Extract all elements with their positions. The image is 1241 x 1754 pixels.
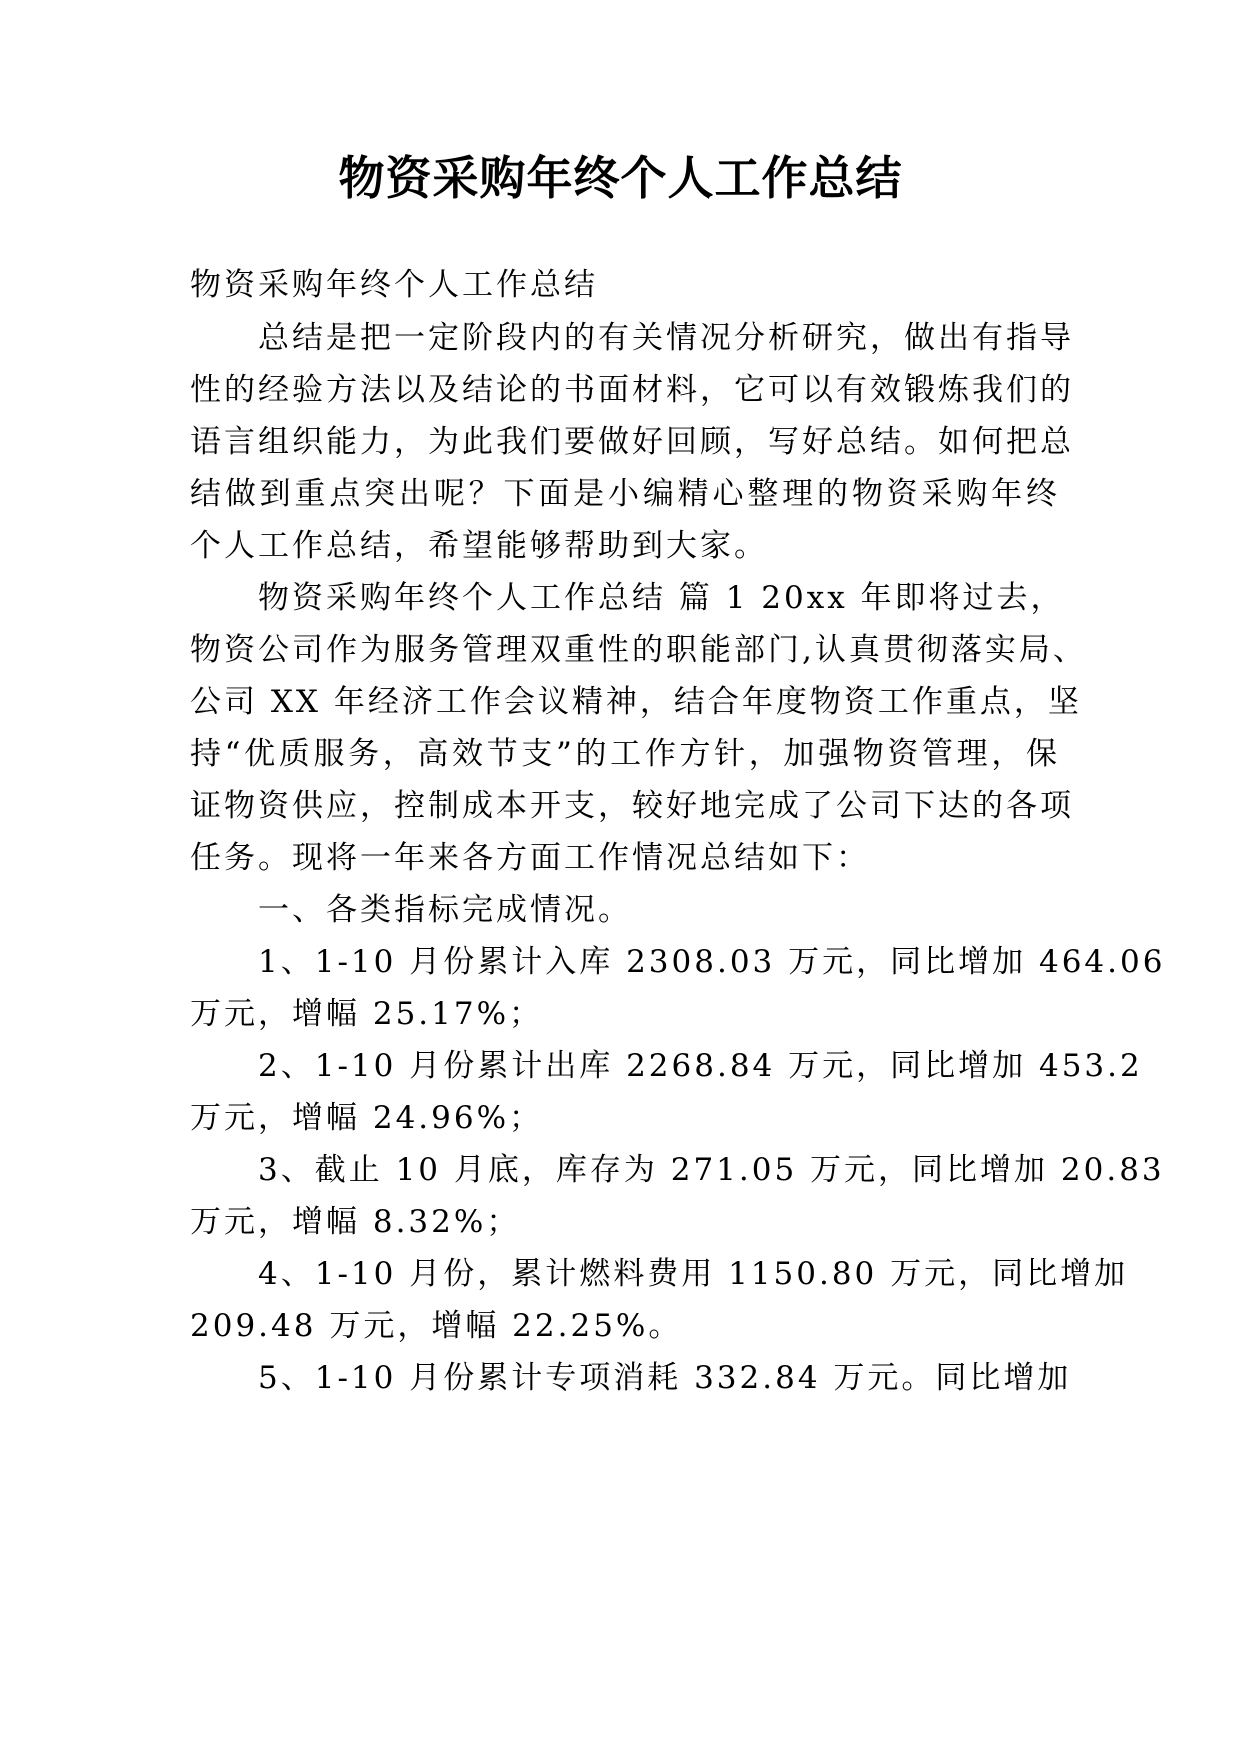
list-item-line: 5、1-10 月份累计专项消耗 332.84 万元。同比增加 — [258, 1360, 1072, 1396]
section1-line: 公司 XX 年经济工作会议精神，结合年度物资工作重点，坚 — [190, 684, 1082, 720]
intro-line: 总结是把一定阶段内的有关情况分析研究，做出有指导 — [258, 320, 1074, 356]
section-heading: 一、各类指标完成情况。 — [258, 892, 632, 928]
list-item-line: 万元，增幅 24.96%； — [190, 1100, 544, 1136]
document-subtitle: 物资采购年终个人工作总结 — [190, 267, 598, 303]
section1-line: 物资公司作为服务管理双重性的职能部门,认真贯彻落实局、 — [190, 632, 1087, 668]
list-item-line: 2、1-10 月份累计出库 2268.84 万元，同比增加 453.2 — [258, 1048, 1143, 1084]
section1-line: 物资采购年终个人工作总结 篇 1 20xx 年即将过去， — [258, 580, 1065, 616]
section1-line: 证物资供应，控制成本开支，较好地完成了公司下达的各项 — [190, 788, 1074, 824]
intro-line: 语言组织能力，为此我们要做好回顾，写好总结。如何把总 — [190, 424, 1074, 460]
section1-line: 持“优质服务，高效节支”的工作方针，加强物资管理，保 — [190, 736, 1060, 772]
list-item-line: 万元，增幅 8.32%； — [190, 1204, 521, 1240]
document-title: 物资采购年终个人工作总结 — [338, 151, 903, 205]
list-item-line: 209.48 万元，增幅 22.25%。 — [190, 1308, 683, 1344]
section1-line: 任务。现将一年来各方面工作情况总结如下： — [190, 840, 870, 876]
list-item-line: 万元，增幅 25.17%； — [190, 996, 544, 1032]
intro-line: 结做到重点突出呢？下面是小编精心整理的物资采购年终 — [190, 476, 1060, 512]
list-item-line: 3、截止 10 月底，库存为 271.05 万元，同比增加 20.83 — [258, 1152, 1165, 1188]
list-item-line: 1、1-10 月份累计入库 2308.03 万元，同比增加 464.06 — [258, 944, 1166, 980]
list-item-line: 4、1-10 月份，累计燃料费用 1150.80 万元，同比增加 — [258, 1256, 1129, 1292]
intro-line: 性的经验方法以及结论的书面材料，它可以有效锻炼我们的 — [190, 372, 1074, 408]
intro-line: 个人工作总结，希望能够帮助到大家。 — [190, 528, 768, 564]
